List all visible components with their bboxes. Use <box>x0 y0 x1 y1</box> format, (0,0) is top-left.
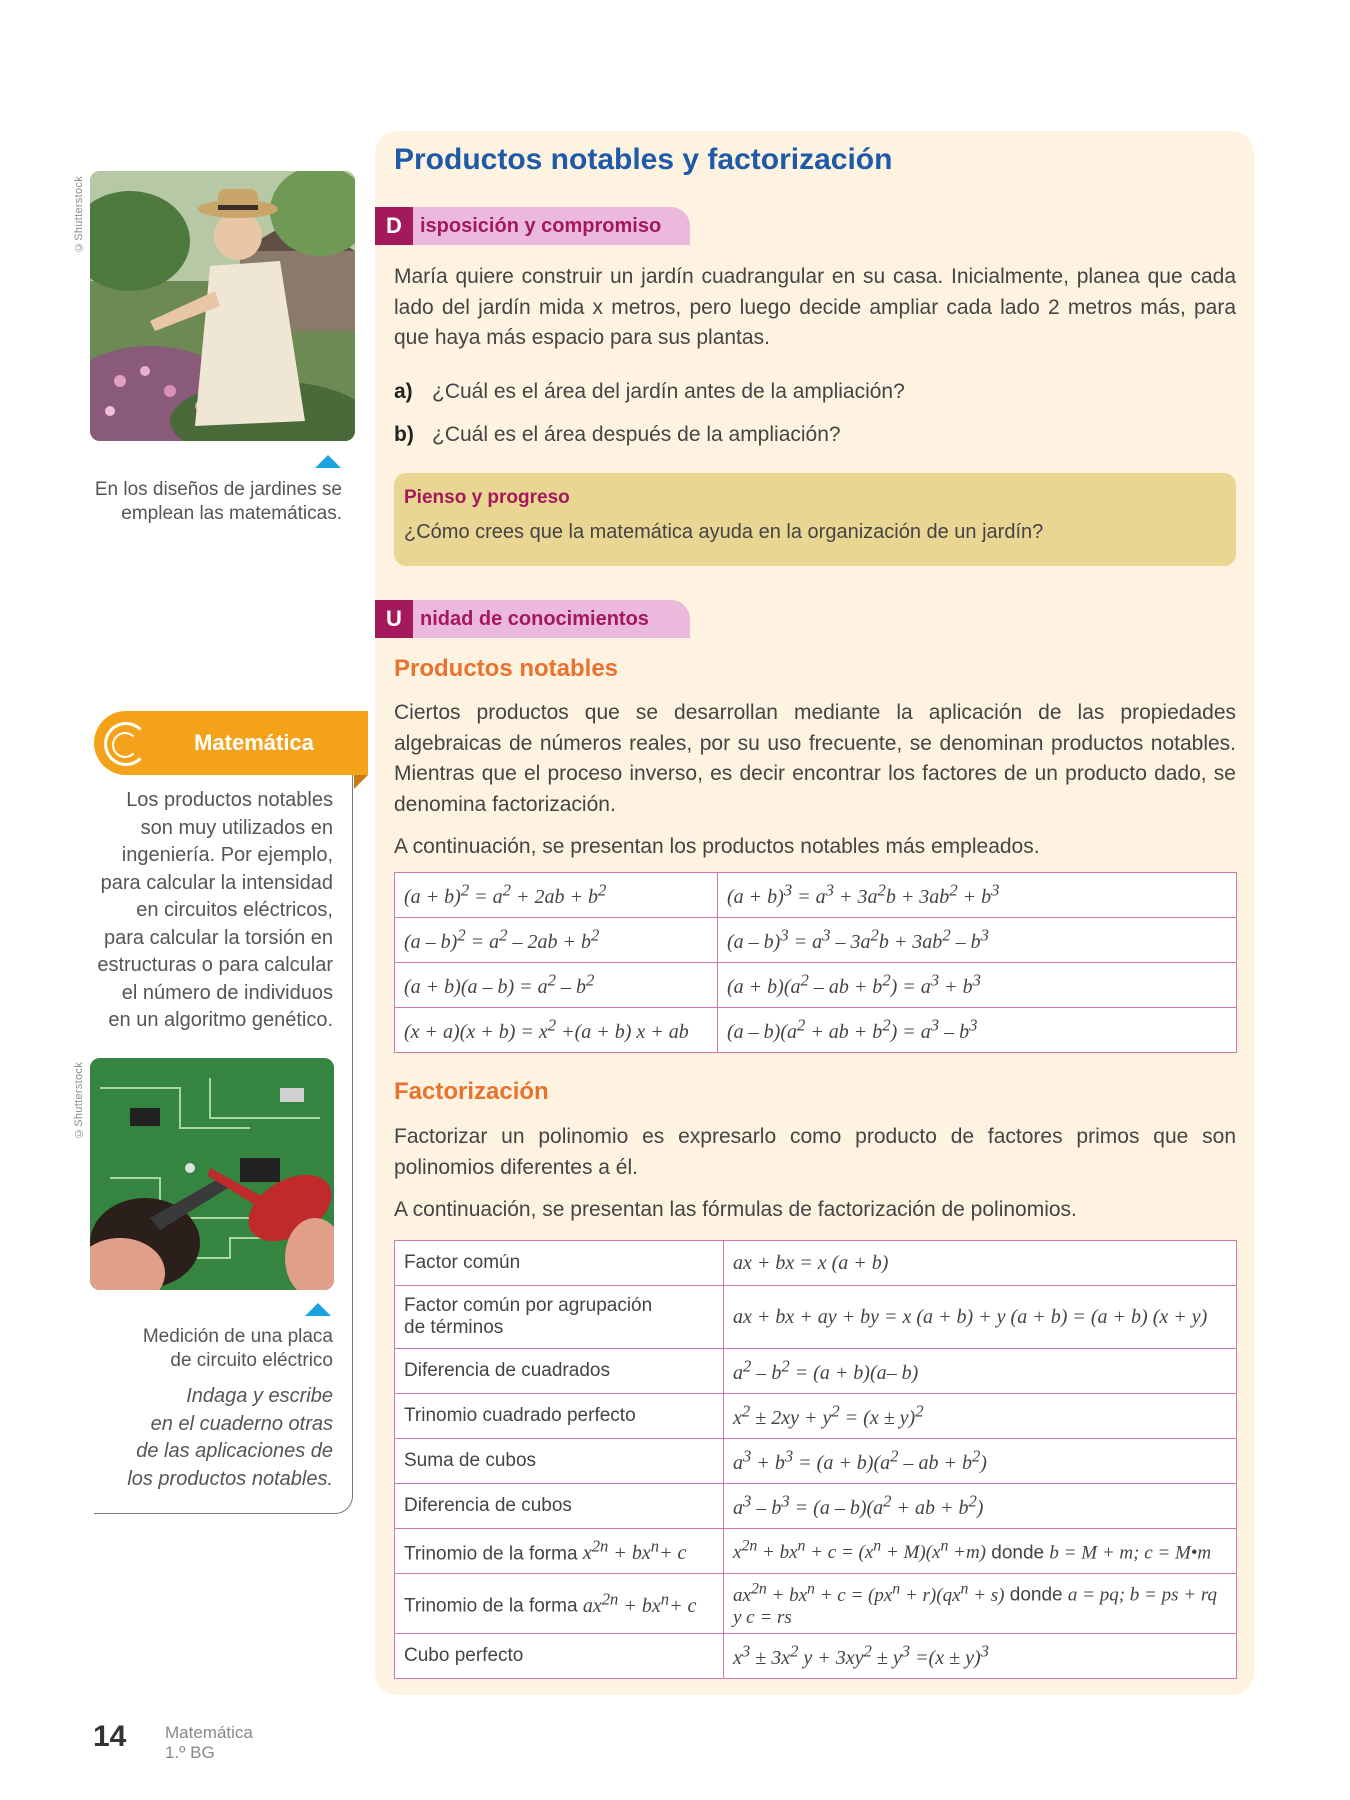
table-row <box>395 918 1237 963</box>
question-b: b) ¿Cuál es el área después de la ampliación? <box>394 423 841 446</box>
pienso-title: Pienso y progreso <box>404 487 570 508</box>
formula-cell: ax + bx + ay + by = x (a + b) + y (a + b) = (a + b) (x + y) <box>724 1286 1237 1349</box>
formula-cell: $a^2 - b^2 = (a + b)(a-$ b) <box>724 1349 1237 1394</box>
formula-cell: $(a - b)(a^2$ + ab + $b^2) = a^3 - b^3$ <box>718 1008 1237 1053</box>
circuit-photo <box>90 1058 334 1290</box>
photo2-caption: Medición de una placa de circuito eléctrico <box>142 1326 333 1371</box>
table-row <box>395 1634 1237 1679</box>
photo-credit: ©Shutterstock <box>73 176 85 254</box>
formula-cell: $x^2 \pm 2xy + y^2 = (x \pm y)^2$ <box>724 1394 1237 1439</box>
formula-cell: $a^3 - b^3 = (a - b)(a^2$ + ab + $b^2$) <box>724 1484 1237 1529</box>
caption-marker-icon <box>305 1303 331 1316</box>
method-cell: Trinomio de la forma $x^{2n} + bx^n+ c$ <box>395 1529 724 1574</box>
table-row <box>395 963 1237 1008</box>
productos-paragraph: Ciertos productos que se desarrollan mediante la aplicación de las propiedades algebraicas de números reales, por su uso frecuente, se denominan productos notables. Mientras que el proceso inverso, es decir encontrar los factores de un producto dado, se denomina factorización. <box>394 701 1236 816</box>
formula-cell: $ax^{2n} + bx^n + c = (px^n + r)(qx^n + s)$ donde a = pq; b = ps + rq y c = rs <box>724 1574 1237 1634</box>
tab-fold <box>354 775 368 789</box>
method-cell: Cubo perfecto <box>395 1634 724 1679</box>
table-row <box>395 1484 1237 1529</box>
formula-cell: $(x + a)(x + b) = x^2 +(a + b) x$ + ab <box>395 1008 718 1053</box>
table-row <box>395 1574 1237 1634</box>
table-row <box>395 1529 1237 1574</box>
method-cell: Factor común por agrupación de términos <box>395 1286 724 1349</box>
factorizacion-title: Factorización <box>394 1078 549 1105</box>
photo1-caption: En los diseños de jardines se emplean las matemáticas. <box>94 479 342 524</box>
c-logo-inner-icon <box>112 732 138 758</box>
formula-cell: $(a + b)(a^2$ – ab + $b^2) = a^3 + b^3$ <box>718 963 1237 1008</box>
formula-cell: $(a + b)(a - b) = a^2 - b^2$ <box>395 963 718 1008</box>
table-row <box>395 1439 1237 1484</box>
garden-photo <box>90 171 355 441</box>
factorizacion-intro: A continuación, se presentan las fórmulas de factorización de polinomios. <box>394 1198 1077 1221</box>
formula-cell: $a^3 + b^3 = (a + b)(a^2$ – ab + $b^2$) <box>724 1439 1237 1484</box>
formula-cell: $(a - b)^2 = a^2 - 2ab + b^2$ <box>395 918 718 963</box>
caption-marker-icon <box>315 455 341 468</box>
question-a: a) ¿Cuál es el área del jardín antes de la ampliación? <box>394 380 905 403</box>
side-box-header <box>94 711 368 775</box>
section-title: nidad de conocimientos <box>420 608 649 630</box>
pienso-box <box>394 473 1236 566</box>
table-row <box>395 1286 1237 1349</box>
table-row <box>395 1349 1237 1394</box>
productos-intro: A continuación, se presentan los productos notables más empleados. <box>394 835 1040 858</box>
table-row <box>395 1241 1237 1286</box>
formula-cell: $(a + b)^2 = a^2 + 2ab + b^2$ <box>395 873 718 918</box>
side-box-title: Matemática <box>194 730 314 755</box>
page-number: 14 <box>93 1720 127 1753</box>
section-letter: D <box>375 207 413 245</box>
method-cell: Trinomio de la forma $ax^{2n} + bx^n+ c$ <box>395 1574 724 1634</box>
footer-subject: Matemática 1.º BG <box>165 1723 253 1762</box>
method-cell: Diferencia de cuadrados <box>395 1349 724 1394</box>
section-letter: U <box>375 600 413 638</box>
side-box-text: Los productos notables son muy utilizados en ingeniería. Por ejemplo, para calcular la intensidad en circuitos eléctricos, para calcular la torsión en estructuras o para calcular el número de individuos en un algoritmo genético. <box>97 789 333 1031</box>
method-cell: Factor común <box>395 1241 724 1286</box>
table-row <box>395 873 1237 918</box>
table-row <box>395 1394 1237 1439</box>
formula-cell: $x^3 \pm 3x^2$ $y + 3xy^2 \pm y^3 =(x \pm y)^3$ <box>724 1634 1237 1679</box>
formula-cell: $x^{2n} + bx^n + c = (x^n + M)(x^n +m)$ donde b = M + m; c = M•m <box>724 1529 1237 1574</box>
page-title: Productos notables y factorización <box>394 143 893 176</box>
formula-cell: $(a - b)^3 = a^3 - 3a^2b + 3ab^2 - b^3$ <box>718 918 1237 963</box>
task-instruction: Indaga y escribe en el cuaderno otras de las aplicaciones de los productos notables. <box>127 1385 333 1490</box>
method-cell: Suma de cubos <box>395 1439 724 1484</box>
factorizacion-table <box>394 1240 1237 1679</box>
method-cell: Diferencia de cubos <box>395 1484 724 1529</box>
section-header-disposicion <box>375 207 690 245</box>
formula-cell: ax + bx = x (a + b) <box>724 1241 1237 1286</box>
table-row <box>395 1008 1237 1053</box>
section-header-unidad <box>375 600 690 638</box>
factorizacion-paragraph: Factorizar un polinomio es expresarlo como producto de factores primos que son polinomios diferentes a él. <box>394 1125 1236 1179</box>
intro-paragraph: María quiere construir un jardín cuadrangular en su casa. Inicialmente, planea que cada lado del jardín mida x metros, pero luego decide ampliar cada lado 2 metros más, para que haya más espacio para sus plantas. <box>394 265 1236 349</box>
productos-title: Productos notables <box>394 655 619 682</box>
section-title: isposición y compromiso <box>420 215 662 237</box>
pienso-text: ¿Cómo crees que la matemática ayuda en la organización de un jardín? <box>404 521 1044 543</box>
photo-credit: ©Shutterstock <box>73 1062 85 1140</box>
formula-cell: $(a + b)^3 = a^3 + 3a^2b + 3ab^2 + b^3$ <box>718 873 1237 918</box>
method-cell: Trinomio cuadrado perfecto <box>395 1394 724 1439</box>
productos-table <box>394 872 1237 1053</box>
